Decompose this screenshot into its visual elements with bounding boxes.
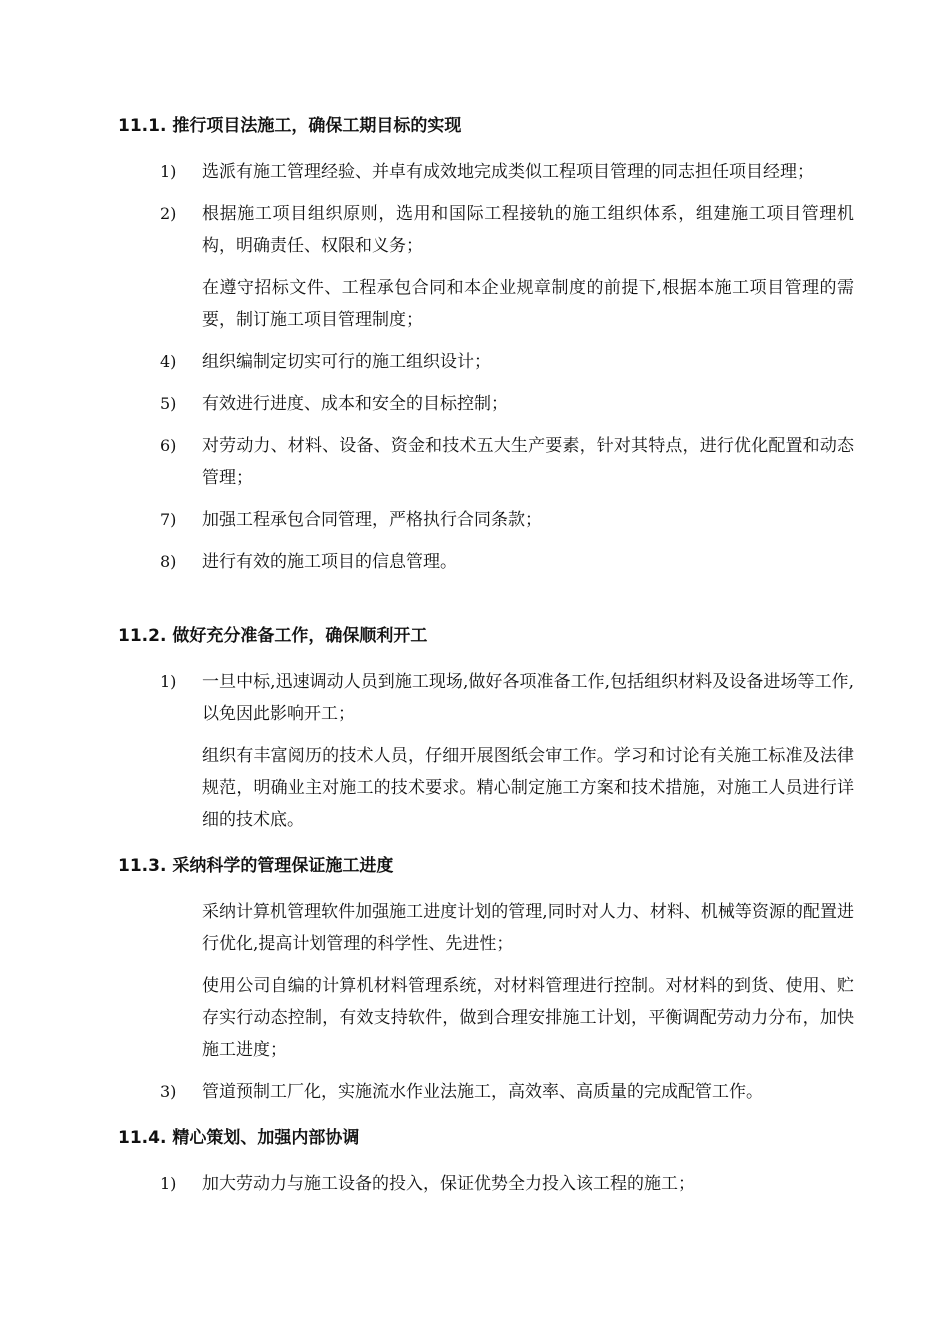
list-item xyxy=(118,666,858,730)
list-item xyxy=(118,156,858,188)
item-number: 3) xyxy=(160,1082,177,1101)
list-item xyxy=(118,546,858,578)
section-11-3 xyxy=(118,854,858,1108)
item-text: 采纳计算机管理软件加强施工进度计划的管理,同时对人力、材料、机械等资源的配置进行优化,提高计划管理的科学性、先进性； xyxy=(202,902,854,954)
section-heading: 11.1. 推行项目法施工，确保工期目标的实现 xyxy=(118,116,462,136)
item-text: 组织有丰富阅历的技术人员，仔细开展图纸会审工作。学习和讨论有关施工标准及法律规范，明确业主对施工的技术要求。精心制定施工方案和技术措施，对施工人员进行详细的技术底。 xyxy=(202,746,854,830)
item-number: 5) xyxy=(160,394,177,413)
item-text: 使用公司自编的计算机材料管理系统，对材料管理进行控制。对材料的到货、使用、贮存实行动态控制，有效支持软件，做到合理安排施工计划，平衡调配劳动力分布，加快施工进度； xyxy=(202,976,854,1060)
item-text: 加强工程承包合同管理，严格执行合同条款； xyxy=(202,510,542,530)
section-heading: 11.3. 采纳科学的管理保证施工进度 xyxy=(118,856,394,876)
item-number: 1) xyxy=(160,672,177,691)
item-text: 加大劳动力与施工设备的投入，保证优势全力投入该工程的施工； xyxy=(202,1174,695,1194)
list-item xyxy=(118,198,858,262)
list-item xyxy=(118,970,858,1066)
list-item xyxy=(118,346,858,378)
item-text: 有效进行进度、成本和安全的目标控制； xyxy=(202,394,508,414)
item-text: 对劳动力、材料、设备、资金和技术五大生产要素，针对其特点，进行优化配置和动态管理； xyxy=(202,436,854,488)
item-text: 组织编制定切实可行的施工组织设计； xyxy=(202,352,491,372)
list-item xyxy=(118,896,858,960)
list-item xyxy=(118,1076,858,1108)
item-text: 根据施工项目组织原则，选用和国际工程接轨的施工组织体系，组建施工项目管理机构，明确责任、权限和义务； xyxy=(202,204,854,256)
item-text: 在遵守招标文件、工程承包合同和本企业规章制度的前提下,根据本施工项目管理的需要，制订施工项目管理制度； xyxy=(202,278,854,330)
item-text: 一旦中标,迅速调动人员到施工现场,做好各项准备工作,包括组织材料及设备进场等工作,以免因此影响开工； xyxy=(202,672,854,724)
section-heading: 11.2. 做好充分准备工作，确保顺利开工 xyxy=(118,626,428,646)
section-11-2 xyxy=(118,624,858,836)
item-number: 2) xyxy=(160,204,177,223)
list-item xyxy=(118,430,858,494)
item-number: 1) xyxy=(160,1174,177,1193)
list-item xyxy=(118,388,858,420)
list-item xyxy=(118,504,858,536)
section-heading: 11.4. 精心策划、加强内部协调 xyxy=(118,1128,360,1148)
item-text: 进行有效的施工项目的信息管理。 xyxy=(202,552,457,572)
list-item xyxy=(118,272,858,336)
item-number: 1) xyxy=(160,162,177,181)
item-number: 8) xyxy=(160,552,177,571)
list-item xyxy=(118,740,858,836)
item-text: 管道预制工厂化，实施流水作业法施工，高效率、高质量的完成配管工作。 xyxy=(202,1082,763,1102)
section-11-4 xyxy=(118,1126,858,1200)
item-number: 7) xyxy=(160,510,177,529)
item-number: 4) xyxy=(160,352,177,371)
item-text: 选派有施工管理经验、并卓有成效地完成类似工程项目管理的同志担任项目经理； xyxy=(202,162,814,182)
section-11-1 xyxy=(118,114,858,578)
list-item xyxy=(118,1168,858,1200)
item-number: 6) xyxy=(160,436,177,455)
